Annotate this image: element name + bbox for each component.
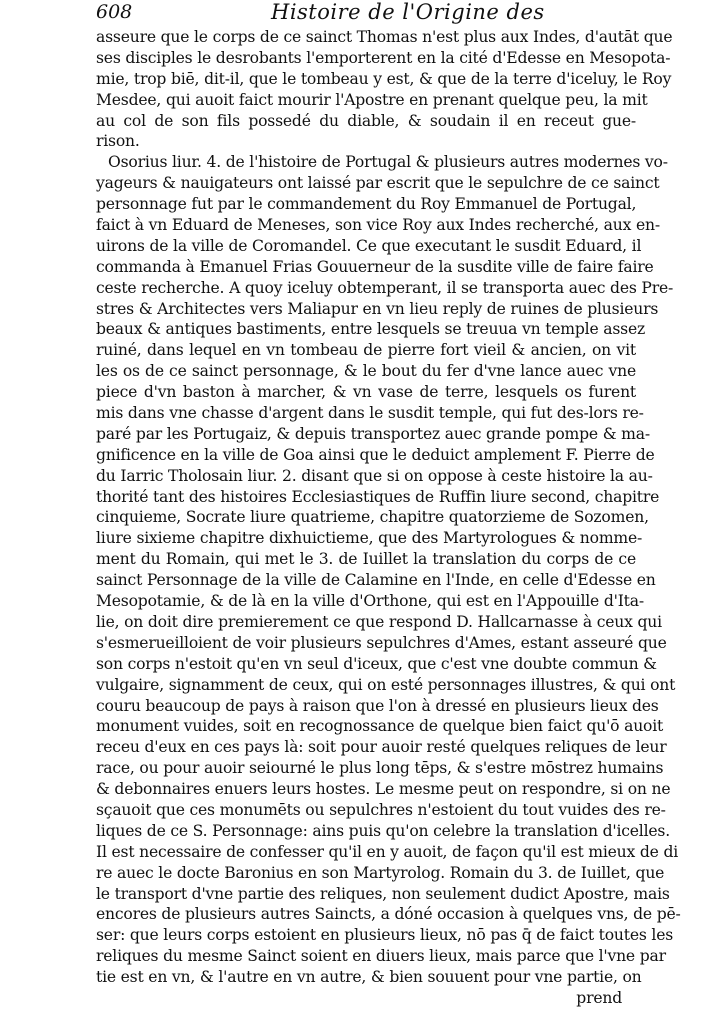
text-line: beaux & antiques bastiments, entre lesquels se treuua vn temple assez <box>96 320 645 339</box>
text-line: mie, trop biē, dit-il, que le tombeau y est, & que de la terre d'iceluy, le Roy <box>96 69 672 88</box>
text-line: Mesopotamie, & de là en la ville d'Orthone, qui est en l'Appouille d'Ita- <box>96 592 644 611</box>
text-line: ser: que leurs corps estoient en plusieurs lieux, nō pas q̄ de faict toutes les <box>96 926 674 945</box>
text-line: Il est necessaire de confesser qu'il en y auoit, de façon qu'il est mieux de di <box>96 842 679 861</box>
text-line: paré par les Portugaiz, & depuis transportez auec grande pompe & ma- <box>96 424 650 443</box>
text-line: vulgaire, signamment de ceux, qui on esté personnages illustres, & qui ont <box>96 675 676 694</box>
text-line: Osorius liur. 4. de l'histoire de Portugal & plusieurs autres modernes vo- <box>108 153 668 172</box>
text-line: sainct Personnage de la ville de Calamine en l'Inde, en celle d'Edesse en <box>96 571 656 590</box>
text-line: uirons de la ville de Coromandel. Ce que executant le susdit Eduard, il <box>96 236 642 255</box>
text-line: & debonnaires enuers leurs hostes. Le mesme peut on respondre, si on ne <box>96 780 671 799</box>
page-header <box>96 0 636 26</box>
text-line: thorité tant des histoires Ecclesiastiques de Ruffin liure second, chapitre <box>96 487 660 506</box>
text-line: au col de son fils possedé du diable, & soudain il en receut gue- <box>96 111 636 130</box>
text-line: gnificence en la ville de Goa ainsi que le deduict amplement F. Pierre de <box>96 445 655 464</box>
text-line: Mesdee, qui auoit faict mourir l'Apostre en prenant quelque peu, la mit <box>96 90 648 109</box>
text-line: yageurs & nauigateurs ont laissé par escrit que le sepulchre de ce sainct <box>96 174 660 193</box>
text-line: ruiné, dans lequel en vn tombeau de pierre fort vieil & ancien, on vit <box>96 341 636 360</box>
text-line: rison. <box>96 132 140 151</box>
text-line: les os de ce sainct personnage, & le bout du fer d'vne lance auec vne <box>96 362 636 381</box>
text-line: liure sixieme chapitre dixhuictieme, que des Martyrologues & nomme- <box>96 529 643 548</box>
text-line: sçauoit que ces monumēts ou sepulchres n'estoient du tout vuides des re- <box>96 800 666 819</box>
text-line: personnage fut par le commandement du Roy Emmanuel de Portugal, <box>96 195 637 214</box>
text-line: stres & Architectes vers Maliapur en vn lieu reply de ruines de plusieurs <box>96 299 659 318</box>
text-line: liques de ce S. Personnage: ains puis qu'on celebre la translation d'icelles. <box>96 821 670 840</box>
text-line: tie est en vn, & l'autre en vn autre, & bien souuent pour vne partie, on <box>96 968 642 987</box>
running-title: Histoire de l'Origine des <box>271 0 545 24</box>
text-line: ment du Romain, qui met le 3. de Iuillet la translation du corps de ce <box>96 550 636 569</box>
text-line: asseure que le corps de ce sainct Thomas n'est plus aux Indes, d'autāt que <box>96 28 673 46</box>
text-line: race, ou pour auoir seiourné le plus long tēps, & s'estre mōstrez humains <box>96 759 664 778</box>
text-line: cinquieme, Socrate liure quatrieme, chapitre quatorzieme de Sozomen, <box>96 508 649 527</box>
text-line: mis dans vne chasse d'argent dans le susdit temple, qui fut des-lors re- <box>96 404 644 423</box>
text-line: le transport d'vne partie des reliques, non seulement dudict Apostre, mais <box>96 884 670 903</box>
body-text <box>96 27 681 1009</box>
text-line: encores de plusieurs autres Saincts, a dóné occasion à quelques vns, de pē- <box>96 905 681 924</box>
catchword: prend <box>576 988 622 1007</box>
text-line: du Iarric Tholosain liur. 2. disant que si on oppose à ceste histoire la au- <box>96 466 653 485</box>
text-line: couru beaucoup de pays à raison que l'on à dressé en plusieurs lieux des <box>96 696 659 715</box>
text-line: faict à vn Eduard de Meneses, son vice Roy aux Indes recherché, aux en- <box>96 216 660 235</box>
text-line: monument vuides, soit en recognossance de quelque bien faict qu'ō auoit <box>96 717 664 736</box>
text-line: reliques du mesme Sainct soient en diuers lieux, mais parce que l'vne par <box>96 947 666 966</box>
text-line: lie, on doit dire premierement ce que respond D. Hallcarnasse à ceux qui <box>96 612 662 631</box>
text-line: s'esmerueilloient de voir plusieurs sepulchres d'Ames, estant asseuré que <box>96 633 667 652</box>
text-line: piece d'vn baston à marcher, & vn vase de terre, lesquels os furent <box>96 383 636 402</box>
text-line: son corps n'estoit qu'en vn seul d'iceux, que c'est vne doubte commun & <box>96 654 657 673</box>
text-line: ceste recherche. A quoy iceluy obtemperant, il se transporta auec des Pre- <box>96 278 674 297</box>
page-number: 608 <box>96 1 133 23</box>
text-line: re auec le docte Baronius en son Martyrolog. Romain du 3. de Iuillet, que <box>96 863 665 882</box>
text-line: ses disciples le desrobants l'emporterent en la cité d'Edesse en Mesopota- <box>96 48 671 67</box>
text-line: commanda à Emanuel Frias Gouuerneur de la susdite ville de faire faire <box>96 257 654 276</box>
text-line: receu d'eux en ces pays là: soit pour auoir resté quelques reliques de leur <box>96 738 667 757</box>
